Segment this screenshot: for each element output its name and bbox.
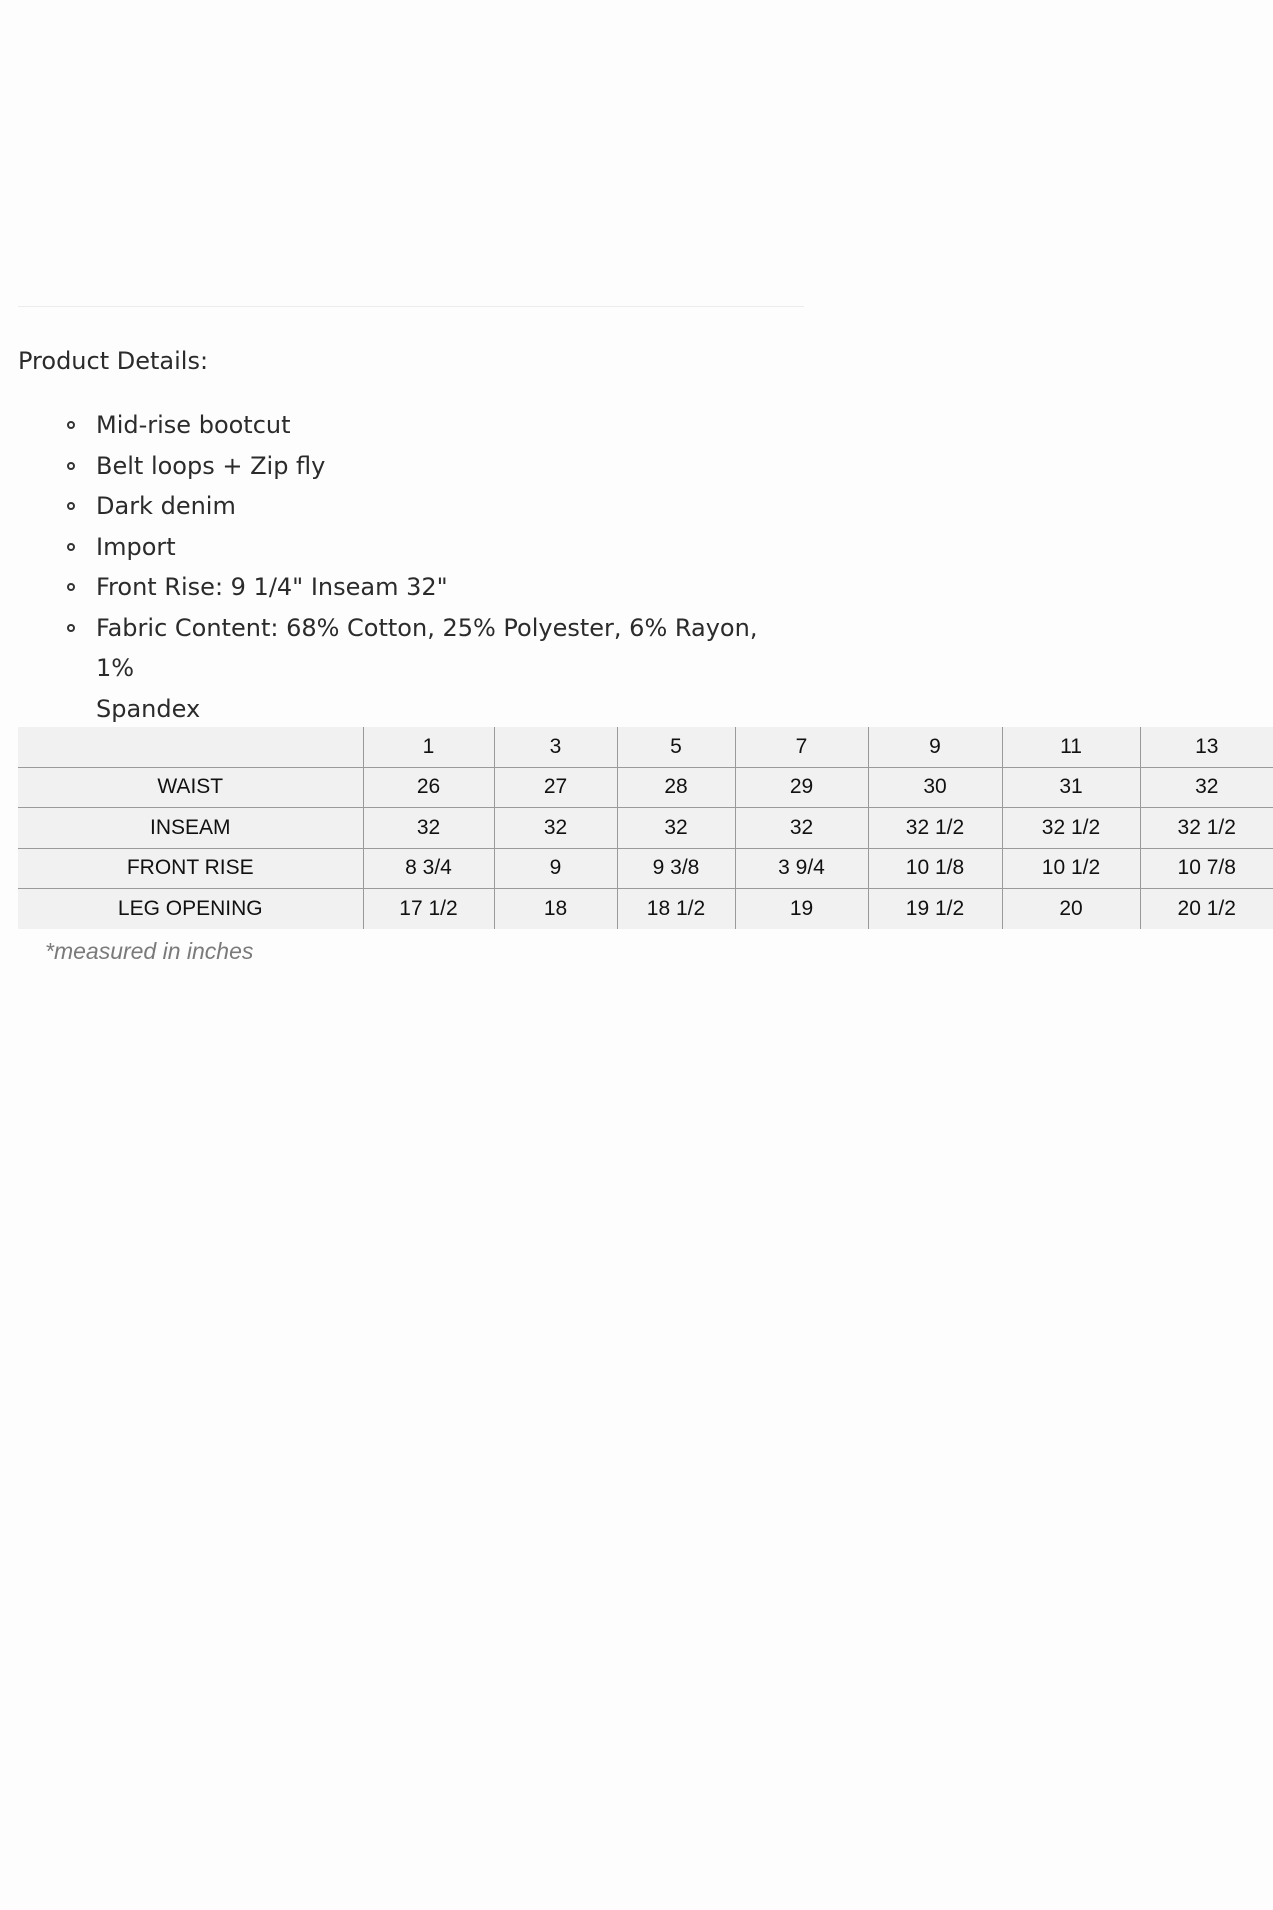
detail-item-fabric [96,608,776,730]
detail-item-wash: Dark denim [96,486,776,527]
table-cell: 10 1/8 [868,848,1002,889]
row-label: FRONT RISE [18,848,363,889]
table-cell: 9 [494,848,617,889]
table-cell: 32 1/2 [1002,808,1140,849]
waist-row [18,767,1273,808]
detail-item-closure: Belt loops + Zip fly [96,446,776,487]
front-rise-row [18,848,1273,889]
size-header-cell: 11 [1002,727,1140,767]
table-cell: 10 7/8 [1140,848,1273,889]
size-header-cell: 5 [617,727,735,767]
size-chart-table [18,727,1273,929]
table-cell: 17 1/2 [363,889,494,929]
size-header-cell: 9 [868,727,1002,767]
table-cell: 27 [494,767,617,808]
row-label: LEG OPENING [18,889,363,929]
table-cell: 3 9/4 [735,848,868,889]
leg-opening-row [18,889,1273,929]
detail-item-origin: Import [96,527,776,568]
table-cell: 20 [1002,889,1140,929]
size-header-cell: 3 [494,727,617,767]
row-label: INSEAM [18,808,363,849]
table-cell: 32 [1140,767,1273,808]
size-header-row [18,727,1273,767]
table-cell: 19 1/2 [868,889,1002,929]
measurement-note: *measured in inches [45,938,254,964]
size-header-cell: 13 [1140,727,1273,767]
table-cell: 32 [735,808,868,849]
product-details-list [96,405,776,729]
table-cell: 32 1/2 [1140,808,1273,849]
table-cell: 32 1/2 [868,808,1002,849]
table-cell: 31 [1002,767,1140,808]
table-cell: 18 [494,889,617,929]
fabric-content-line-1: Fabric Content: 68% Cotton, 25% Polyester, 6% Rayon, 1% [96,613,758,682]
fabric-content-line-2: Spandex [96,694,201,723]
size-header-cell: 1 [363,727,494,767]
table-cell: 8 3/4 [363,848,494,889]
table-cell: 29 [735,767,868,808]
section-divider [18,306,804,307]
detail-item-rise: Mid-rise bootcut [96,405,776,446]
table-cell: 19 [735,889,868,929]
table-cell: 28 [617,767,735,808]
table-cell: 20 1/2 [1177,896,1236,920]
table-cell: 32 [494,808,617,849]
table-cell: 26 [363,767,494,808]
size-header-cell: 7 [735,727,868,767]
detail-item-measurements: Front Rise: 9 1/4" Inseam 32" [96,567,776,608]
product-details-heading: Product Details: [18,347,209,375]
inseam-row [18,808,1273,849]
table-cell: 32 [363,808,494,849]
size-header-blank [18,727,363,767]
row-label: WAIST [18,767,363,808]
table-cell: 9 3/8 [617,848,735,889]
table-cell: 30 [868,767,1002,808]
table-cell: 32 [617,808,735,849]
table-cell: 10 1/2 [1002,848,1140,889]
table-cell: 18 1/2 [617,889,735,929]
